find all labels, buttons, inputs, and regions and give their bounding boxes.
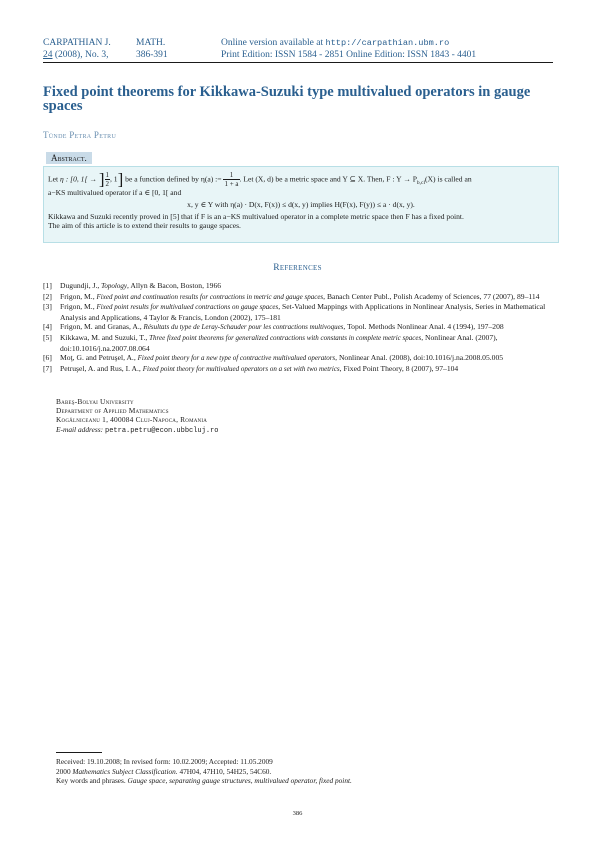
reference-title: Fixed point theory for a new type of contractive multivalued operators <box>137 354 336 363</box>
reference-number: [5] <box>43 332 52 342</box>
abstract-label: Abstract. <box>46 152 92 164</box>
abstract-subscript: b,cl <box>416 179 426 186</box>
abstract-math: η : [0, 1[ → <box>60 174 97 184</box>
reference-title: Fixed point results for multivalued contractions on gauge spaces <box>96 303 279 312</box>
header-divider <box>43 62 553 63</box>
bracket: ] <box>98 169 105 189</box>
paper-title: Fixed point theorems for Kikkawa-Suzuki type multivalued operators in gauge spaces <box>43 84 531 114</box>
reference-details: , Fixed Point Theory, 8 (2007), 97–104 <box>339 363 459 373</box>
reference-authors: Frigon, M. and Granas, A., <box>60 322 142 332</box>
journal-name: CARPATHIAN J. <box>43 38 111 48</box>
footnote-divider <box>56 752 102 753</box>
online-prefix: Online version available at <box>221 38 324 48</box>
reference-details: , Set-Valued Mappings with Applications in Nonlinear Analysis, Series in Mathematical Analysis and Applications, 4 Taylor & Francis, London (2002), 175–181 <box>60 302 546 322</box>
fraction-numerator: 1 <box>223 171 239 180</box>
reference-authors: Moţ, G. and Petruşel, A., <box>60 353 136 363</box>
author-name: Tünde Petra Petru <box>43 130 117 140</box>
reference-item <box>43 302 559 322</box>
reference-number: [1] <box>43 281 52 290</box>
online-url-link[interactable]: http://carpathian.ubm.ro <box>325 38 450 48</box>
page-range: 386-391 <box>136 49 168 60</box>
fraction-numerator: 1 <box>105 171 109 179</box>
keywords-line <box>56 776 352 786</box>
reference-details: , Topol. Methods Nonlinear Anal. 4 (1994), 197–208 <box>343 322 504 332</box>
reference-title: Résultats du type de Leray-Schauder pour les contractions multivoques <box>143 323 344 332</box>
abstract-line-3: x, y ∈ Y with η(a) · D(x, F(x)) ≤ d(x, y) implies H(F(x), F(y)) ≤ a · d(x, y). <box>187 199 415 209</box>
abstract-line-4: Kikkawa and Suzuki recently proved in [5] that if F is an a−KS multivalued operator in a complete metric space then F has a fixed point. <box>48 211 464 221</box>
reference-authors: Dugundji, J., <box>60 281 100 290</box>
reference-item <box>43 322 559 333</box>
abstract-text: Let <box>48 174 59 184</box>
email-line <box>56 425 218 436</box>
reference-item <box>43 333 559 353</box>
email-label: E-mail address: <box>56 424 104 434</box>
msc-codes: 47H04, 47H10, 54H25, 54C60. <box>179 766 272 776</box>
footnotes <box>56 757 352 786</box>
reference-title: Topology <box>101 282 127 290</box>
abstract-text: . Let (X, d) be a metric space and Y ⊆ X. Then, F : Y → P <box>239 174 417 184</box>
bracket: ] <box>117 169 124 189</box>
abstract-line-2: a−KS multivalued operator if a ∈ [0, 1[ and <box>48 188 182 198</box>
reference-title: Fixed point theory for multivalued operators on a set with two metrics <box>142 364 340 373</box>
dates-line: Received: 19.10.2008; In revised form: 10.02.2009; Accepted: 11.05.2009 <box>56 757 273 766</box>
reference-authors: Petruşel, A. and Rus, I. A., <box>60 363 141 373</box>
issn-line: Print Edition: ISSN 1584 - 2851 Online Edition: ISSN 1843 - 4401 <box>221 49 477 60</box>
journal-header <box>43 38 111 61</box>
author-address <box>56 397 218 436</box>
reference-details: , Nonlinear Anal. (2007), doi:10.1016/j.na.2007.08.064 <box>60 332 498 353</box>
reference-number: [4] <box>43 322 52 332</box>
reference-item <box>43 292 559 303</box>
abstract-text: be a function defined by η(a) := <box>125 174 222 184</box>
street-address: Kogălniceanu 1, 400084 Cluj-Napoca, Romania <box>56 415 208 425</box>
reference-number: [3] <box>43 302 52 312</box>
subject-header <box>136 38 168 61</box>
reference-details: , Allyn & Bacon, Boston, 1966 <box>126 281 222 290</box>
reference-number: [2] <box>43 291 52 301</box>
reference-item <box>43 281 559 292</box>
reference-number: [7] <box>43 363 52 373</box>
references-list <box>43 281 559 374</box>
abstract-line-1 <box>48 171 554 188</box>
msc-label: Mathematics Subject Classification. <box>72 766 178 776</box>
reference-item <box>43 364 559 375</box>
subject-label: MATH. <box>136 38 166 48</box>
department: Department of Applied Mathematics <box>56 406 169 416</box>
abstract-box <box>43 166 559 243</box>
reference-details: , Nonlinear Anal. (2008), doi:10.1016/j.na.2008.05.005 <box>335 353 504 363</box>
references-heading: References <box>273 263 322 273</box>
fraction-eta <box>223 171 239 188</box>
reference-number: [6] <box>43 353 52 363</box>
msc-line <box>56 767 352 777</box>
year-issue: (2008), No. 3, <box>54 49 109 60</box>
online-line <box>221 38 476 50</box>
reference-authors: Kikkawa, M. and Suzuki, T., <box>60 332 148 342</box>
reference-title: Three fixed point theorems for generalized contractions with constants in complete metric spaces <box>149 333 422 342</box>
university: Babeş-Bolyai University <box>56 397 134 406</box>
volume-link[interactable]: 24 <box>43 49 53 60</box>
keywords-label: Key words and phrases. <box>56 776 126 786</box>
volume-line <box>43 50 111 62</box>
keywords: Gauge space, separating gauge structures, multivalued operator, fixed point. <box>127 776 352 786</box>
reference-authors: Frigon, M., <box>60 302 95 312</box>
email-link[interactable]: petra.petru@econ.ubbcluj.ro <box>105 426 219 435</box>
online-header <box>221 38 476 61</box>
fraction-denominator: 2 <box>105 180 109 188</box>
reference-item <box>43 353 559 364</box>
reference-title: Fixed point and continuation results for contractions in metric and gauge spaces <box>96 292 324 301</box>
abstract-text: (X) is called an <box>425 174 472 184</box>
abstract-line-5: The aim of this article is to extend their results to gauge spaces. <box>48 221 241 231</box>
msc-year: 2000 <box>56 766 71 776</box>
reference-authors: Frigon, M., <box>60 291 95 301</box>
reference-details: , Banach Center Publ., Polish Academy of Sciences, 77 (2007), 89–114 <box>323 291 540 301</box>
page-number: 386 <box>292 810 303 817</box>
fraction-denominator: 1 + a <box>224 180 239 188</box>
abstract-math: , 1 <box>110 174 118 184</box>
